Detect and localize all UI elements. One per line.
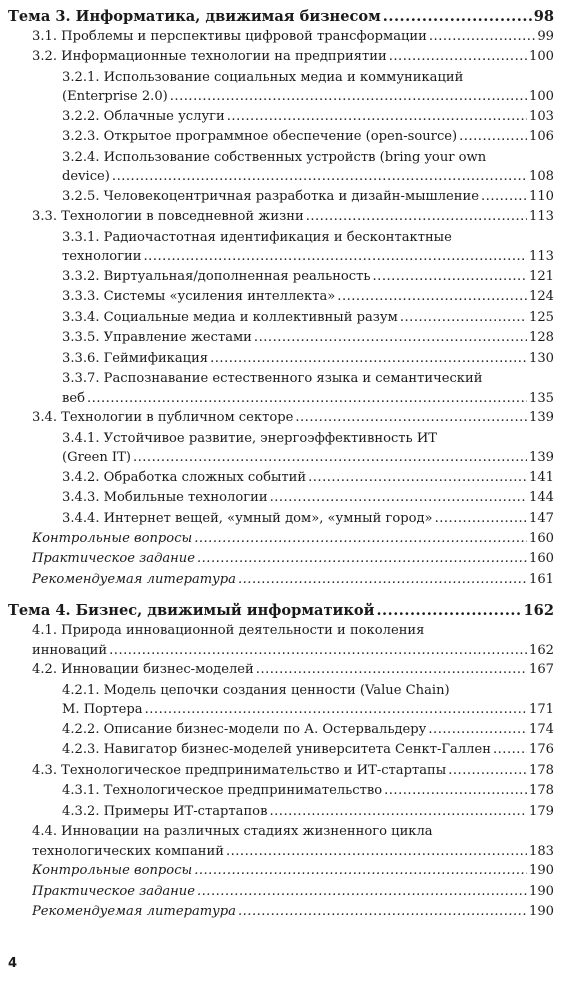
toc-leader: [306, 207, 527, 227]
toc-leader: [133, 448, 527, 468]
toc-entry-page: 99: [537, 29, 554, 44]
toc-entry-title: 3.4.4. Интернет вещей, «умный дом», «умный город»: [62, 510, 433, 526]
toc-entry-title: 3.3.4. Социальные медиа и коллективный разум: [62, 309, 398, 325]
toc-leader: [109, 641, 527, 661]
toc-entry[interactable]: [8, 822, 554, 861]
toc-entry[interactable]: [8, 761, 554, 781]
toc-leader: [269, 802, 527, 822]
toc-leader: [459, 127, 527, 147]
toc-entry-title: Рекомендуемая литература: [32, 904, 236, 920]
toc-entry-review-questions[interactable]: [8, 529, 554, 549]
toc-entry-page: 135: [529, 390, 554, 406]
toc-leader: [227, 107, 527, 127]
toc-entry-page: 108: [529, 169, 554, 185]
toc-entry-title: 4.3.2. Примеры ИТ-стартапов: [62, 803, 268, 819]
toc-entry-title: технологических компаний: [32, 843, 224, 859]
toc-entry[interactable]: [8, 740, 554, 760]
toc-leader: [226, 842, 527, 862]
toc-entry[interactable]: [8, 802, 554, 822]
toc-entry[interactable]: [8, 509, 554, 529]
toc-leader: [254, 328, 527, 348]
toc-leader: [295, 408, 527, 428]
toc-leader: [87, 389, 527, 409]
toc-entry[interactable]: [8, 308, 554, 328]
toc-entry-page: 190: [529, 904, 554, 920]
toc-entry[interactable]: [8, 349, 554, 369]
toc-entry-title-line1: 3.2.1. Использование социальных медиа и коммуникаций: [62, 69, 464, 85]
toc-leader: [428, 720, 527, 740]
toc-entry-page: 128: [529, 330, 554, 346]
toc-entry-page: 174: [529, 722, 554, 738]
toc-entry-recommended-reading[interactable]: [8, 902, 554, 922]
toc-entry[interactable]: [8, 621, 554, 660]
toc-entry-page: 183: [529, 843, 554, 859]
section-gap: [8, 590, 554, 600]
toc-entry-page: 113: [529, 249, 554, 265]
toc-entry-page: 178: [529, 762, 554, 778]
toc-entry-title: 3.3.2. Виртуальная/дополненная реальность: [62, 269, 371, 284]
toc-leader: [429, 27, 535, 47]
toc-leader: [376, 600, 521, 621]
toc-entry-title: технологии: [62, 249, 142, 265]
toc-entry-page: 162: [523, 602, 554, 620]
toc-entry[interactable]: [8, 328, 554, 348]
toc-entry-title-line1: 3.2.4. Использование собственных устройств (bring your own: [62, 149, 487, 165]
toc-entry-title: М. Портера: [62, 702, 143, 718]
toc-leader: [400, 308, 527, 328]
toc-entry[interactable]: [8, 68, 554, 107]
toc-entry-title: 3.4.3. Мобильные технологии: [62, 490, 268, 506]
toc-leader: [337, 287, 527, 307]
toc-entry-title: Практическое задание: [32, 883, 195, 899]
toc-leader: [383, 6, 532, 27]
toc-entry-page: 167: [529, 662, 554, 678]
toc-entry[interactable]: [8, 681, 554, 720]
toc-entry[interactable]: [8, 287, 554, 307]
toc-entry[interactable]: [8, 720, 554, 740]
toc-entry-page: 171: [529, 702, 554, 718]
toc-entry-title: 3.1. Проблемы и перспективы цифровой трансформации: [32, 29, 427, 44]
toc-leader: [145, 700, 527, 720]
toc-entry-title: 3.3.3. Системы «усиления интеллекта»: [62, 289, 336, 305]
toc-entry-title: Практическое задание: [32, 551, 195, 567]
toc-entry[interactable]: [8, 228, 554, 267]
toc-leader: [435, 509, 527, 529]
toc-entry-title: 4.2.2. Описание бизнес-модели по А. Остервальдеру: [62, 722, 427, 738]
toc-entry[interactable]: [8, 47, 554, 67]
toc-leader: [197, 882, 527, 902]
toc-entry-page: 100: [529, 49, 554, 65]
toc-entry-page: 190: [529, 883, 554, 899]
toc-leader: [256, 660, 527, 680]
toc-entry-page: 130: [529, 350, 554, 366]
toc-entry-page: 113: [529, 209, 554, 225]
toc-entry-page: 190: [529, 863, 554, 879]
toc-entry-page: 161: [529, 571, 554, 587]
toc-entry-page: 139: [529, 410, 554, 426]
toc-entry-title: Тема 3. Информатика, движимая бизнесом: [8, 8, 381, 25]
toc-leader: [194, 529, 527, 549]
toc-leader: [238, 570, 527, 590]
toc-entry-page: 144: [529, 490, 554, 506]
toc-leader: [481, 187, 527, 207]
toc-entry-page: 160: [529, 531, 554, 547]
toc-entry-page: 106: [529, 129, 554, 145]
table-of-contents: [8, 6, 554, 922]
toc-entry-page: 125: [529, 309, 554, 325]
toc-entry-title: 3.2.5. Человекоцентричная разработка и дизайн-мышление: [62, 189, 479, 204]
toc-entry-title-line1: 3.4.1. Устойчивое развитие, энергоэффективность ИТ: [62, 430, 437, 446]
toc-entry-page: 179: [529, 803, 554, 819]
toc-entry-title: 3.3. Технологии в повседневной жизни: [32, 209, 304, 225]
toc-entry-title-line1: 4.4. Инновации на различных стадиях жизненного цикла: [32, 824, 433, 840]
toc-entry-title: веб: [62, 390, 86, 406]
toc-entry[interactable]: [8, 660, 554, 680]
toc-leader: [144, 247, 527, 267]
toc-entry[interactable]: [8, 148, 554, 187]
toc-entry-topic-3[interactable]: [8, 6, 554, 27]
page-number: 4: [8, 956, 18, 971]
toc-entry-page: 141: [529, 469, 554, 485]
toc-entry-title: 4.2. Инновации бизнес-моделей: [32, 662, 254, 678]
toc-leader: [389, 47, 527, 67]
toc-entry-title: Контрольные вопросы: [32, 863, 193, 879]
toc-leader: [373, 267, 527, 287]
toc-entry[interactable]: [8, 107, 554, 127]
toc-entry-page: 124: [529, 289, 554, 305]
toc-entry-page: 98: [533, 8, 554, 25]
toc-entry-page: 139: [529, 450, 554, 466]
toc-leader: [308, 468, 527, 488]
toc-leader: [270, 488, 527, 508]
toc-leader: [210, 349, 527, 369]
toc-entry-page: 121: [529, 269, 554, 284]
toc-entry-practical-task[interactable]: [8, 882, 554, 902]
toc-leader: [238, 902, 527, 922]
toc-entry-title-line1: 4.1. Природа инновационной деятельности и поколения: [32, 623, 425, 639]
toc-entry[interactable]: [8, 468, 554, 488]
toc-entry-title-line1: 4.2.1. Модель цепочки создания ценности (Value Chain): [62, 682, 450, 698]
toc-entry-title: 4.3.1. Технологическое предпринимательство: [62, 783, 383, 799]
toc-entry[interactable]: [8, 488, 554, 508]
toc-entry-page: 110: [529, 189, 554, 204]
toc-entry-page: 103: [529, 109, 554, 124]
toc-leader: [112, 167, 527, 187]
toc-entry[interactable]: [8, 429, 554, 468]
toc-entry-title: 3.2. Информационные технологии на предприятии: [32, 49, 387, 65]
toc-entry-title: 3.4. Технологии в публичном секторе: [32, 410, 294, 426]
toc-entry-title: инноваций: [32, 642, 108, 658]
toc-entry-recommended-reading[interactable]: [8, 570, 554, 590]
toc-entry-practical-task[interactable]: [8, 549, 554, 569]
toc-entry-title: 3.4.2. Обработка сложных событий: [62, 469, 307, 485]
toc-entry-title: 3.3.6. Геймификация: [62, 350, 209, 366]
toc-entry[interactable]: [8, 781, 554, 801]
toc-entry-review-questions[interactable]: [8, 861, 554, 881]
toc-entry[interactable]: [8, 127, 554, 147]
toc-entry-title: device): [62, 169, 110, 185]
toc-entry-page: 100: [529, 89, 554, 105]
toc-entry-title: 3.3.5. Управление жестами: [62, 330, 252, 346]
toc-entry-title-line1: 3.3.7. Распознавание естественного языка и семантический: [62, 371, 483, 387]
toc-leader: [194, 861, 527, 881]
toc-leader: [448, 761, 527, 781]
toc-entry[interactable]: [8, 267, 554, 287]
toc-leader: [197, 549, 527, 569]
toc-entry-title: 3.2.3. Открытое программное обеспечение (open-source): [62, 129, 458, 145]
toc-entry-title: 3.2.2. Облачные услуги: [62, 109, 225, 124]
toc-entry[interactable]: [8, 369, 554, 408]
toc-entry-title: Контрольные вопросы: [32, 531, 193, 547]
toc-entry-title: (Enterprise 2.0): [62, 89, 168, 105]
toc-entry-topic-4[interactable]: [8, 600, 554, 621]
toc-entry-page: 162: [529, 642, 554, 658]
toc-entry-title: 4.2.3. Навигатор бизнес-моделей университета Сенкт-Галлен: [62, 742, 491, 758]
toc-entry-page: 160: [529, 551, 554, 567]
toc-entry-page: 176: [529, 742, 554, 758]
toc-leader: [170, 87, 527, 107]
toc-entry[interactable]: [8, 408, 554, 428]
toc-entry-title: Тема 4. Бизнес, движимый информатикой: [8, 602, 375, 620]
toc-entry-title: 4.3. Технологическое предпринимательство и ИТ-стартапы: [32, 762, 447, 778]
toc-entry[interactable]: [8, 187, 554, 207]
toc-entry-title: Рекомендуемая литература: [32, 571, 236, 587]
toc-entry-page: 147: [529, 510, 554, 526]
toc-leader: [384, 781, 527, 801]
toc-entry-title: (Green IT): [62, 450, 131, 466]
toc-entry[interactable]: [8, 207, 554, 227]
toc-entry-page: 178: [529, 783, 554, 799]
toc-entry-title-line1: 3.3.1. Радиочастотная идентификация и бесконтактные: [62, 229, 452, 245]
toc-leader: [493, 740, 527, 760]
toc-entry[interactable]: [8, 27, 554, 47]
